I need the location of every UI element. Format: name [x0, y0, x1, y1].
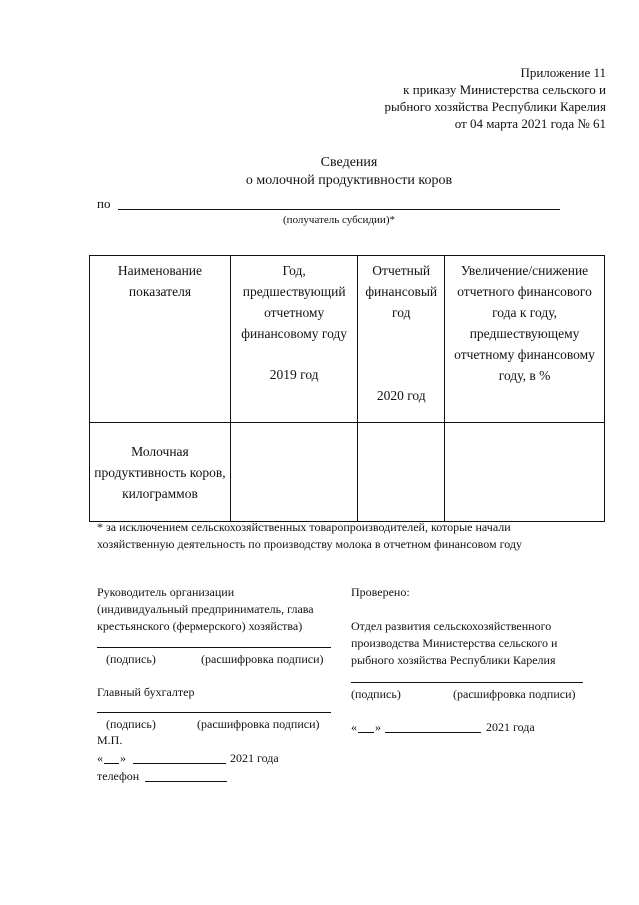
department-line-2: производства Министерства сельского и: [351, 636, 558, 650]
department-signature-caption: (подпись): [351, 687, 401, 701]
footnote-line-2: хозяйственную деятельность по производству молока в отчетном финансовом году: [97, 537, 523, 551]
head-signature-caption: (подпись): [106, 652, 156, 666]
head-signature-line[interactable]: [97, 647, 331, 648]
table-header-row: [90, 256, 605, 423]
head-title-line-1: Руководитель организации: [97, 585, 235, 599]
phone-label: телефон: [97, 769, 140, 783]
document-title: [100, 154, 598, 190]
productivity-table: [89, 255, 605, 522]
header-report-year-text: Отчетный финансовый год: [365, 263, 438, 320]
department-line-1: Отдел развития сельскохозяйственного: [351, 619, 552, 633]
right-date-month-field[interactable]: [385, 732, 481, 733]
appendix-block: [306, 64, 606, 132]
appendix-line-2: к приказу Министерства сельского и: [403, 82, 606, 97]
row-report-year-cell[interactable]: [358, 423, 445, 522]
left-date-month-field[interactable]: [133, 763, 226, 764]
appendix-line-4: от 04 марта 2021 года № 61: [454, 116, 606, 131]
header-report-year-value: 2020 год: [376, 388, 426, 403]
title-line-2: о молочной продуктивности коров: [245, 173, 453, 188]
right-date-day-field[interactable]: [358, 732, 374, 733]
right-date-close-quote: »: [375, 720, 381, 734]
accountant-signature-caption: (подпись): [106, 717, 156, 731]
header-previous-year-value: 2019 год: [269, 367, 319, 382]
recipient-line[interactable]: [118, 209, 560, 210]
appendix-line-1: Приложение 11: [520, 65, 606, 80]
header-indicator-text: Наименование показателя: [117, 263, 203, 299]
stamp-placeholder: М.П.: [97, 733, 123, 747]
left-date-open-quote: «: [97, 751, 103, 765]
right-date-open-quote: «: [351, 720, 357, 734]
left-date-close-quote: »: [120, 751, 126, 765]
row-change-cell[interactable]: [445, 423, 605, 522]
header-indicator: [90, 256, 231, 423]
recipient-prefix: по: [97, 196, 111, 211]
head-title-line-3: крестьянского (фермерского) хозяйства): [97, 619, 303, 633]
department-line-3: рыбного хозяйства Республики Карелия: [351, 653, 556, 667]
title-line-1: Сведения: [320, 155, 378, 170]
header-previous-year-text: Год, предшествующий отчетному финансовому году: [241, 263, 348, 341]
head-decoding-caption: (расшифровка подписи): [201, 652, 324, 666]
accountant-signature-line[interactable]: [97, 712, 331, 713]
header-change: [445, 256, 605, 423]
row-indicator-cell: [90, 423, 231, 522]
row-indicator-name: Молочная продуктивность коров, килограммов: [94, 444, 226, 501]
left-date-day-field[interactable]: [104, 763, 119, 764]
head-title: [97, 584, 347, 635]
accountant-decoding-caption: (расшифровка подписи): [197, 717, 320, 731]
phone-field[interactable]: [145, 781, 227, 782]
row-previous-year-cell[interactable]: [230, 423, 357, 522]
left-date-year: 2021 года: [230, 751, 279, 765]
appendix-line-3: рыбного хозяйства Республики Карелия: [384, 99, 606, 114]
right-date-year: 2021 года: [486, 720, 535, 734]
department-block: [351, 618, 611, 669]
header-change-text: Увеличение/снижение отчетного финансового года к году, предшествующему отчетному финансовому году, в %: [454, 263, 595, 383]
checked-label: Проверено:: [351, 585, 410, 599]
footnote-line-1: * за исключением сельскохозяйственных товаропроизводителей, которые начали: [97, 520, 511, 534]
department-decoding-caption: (расшифровка подписи): [453, 687, 576, 701]
accountant-title: Главный бухгалтер: [97, 685, 195, 699]
department-signature-line[interactable]: [351, 682, 583, 683]
recipient-caption: (получатель субсидии)*: [283, 214, 395, 226]
head-title-line-2: (индивидуальный предприниматель, глава: [97, 602, 314, 616]
footnote: [97, 519, 617, 553]
table-row: [90, 423, 605, 522]
header-previous-year: [230, 256, 357, 423]
header-report-year: [358, 256, 445, 423]
